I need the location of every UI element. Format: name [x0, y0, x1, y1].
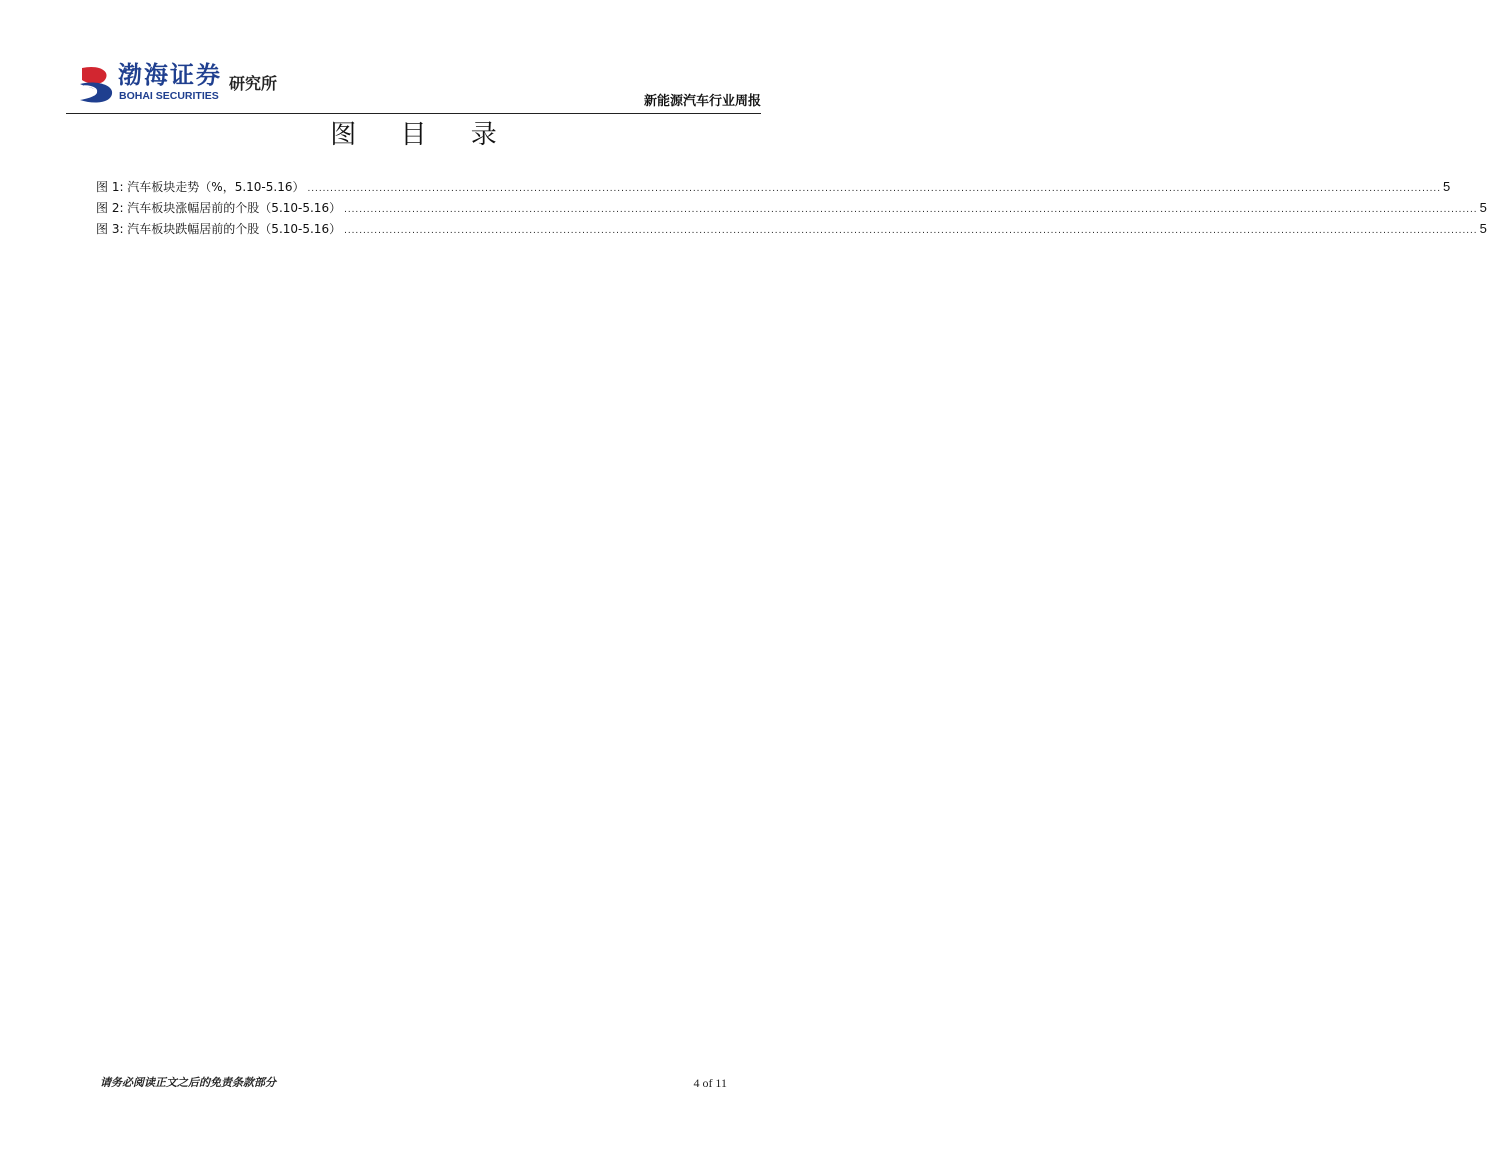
toc-entry-label: 图 3: 汽车板块跌幅居前的个股（5.10-5.16） [96, 222, 342, 236]
toc-entry-label: 图 2: 汽车板块涨幅居前的个股（5.10-5.16） [96, 201, 342, 215]
toc-entry-page: 5 [1479, 200, 1487, 215]
toc-title: 图 目 录 [330, 120, 515, 150]
toc-leader-dots: ............................................................................................................................................................................................................................................................................................................ [307, 183, 1441, 194]
toc-leader-dots: ............................................................................................................................................................................................................................................................................................................ [344, 225, 1478, 236]
report-type-title: 新能源汽车行业周报 [643, 94, 761, 109]
toc-entry[interactable] [96, 178, 1451, 199]
logo-english-name: BOHAI SECURITIES [119, 90, 219, 102]
logo-chinese-name: 渤海证券 [118, 60, 222, 89]
toc-leader-dots: ............................................................................................................................................................................................................................................................................................................ [344, 204, 1478, 215]
toc-entry-label: 图 1: 汽车板块走势（%，5.10-5.16） [96, 180, 305, 194]
toc-entry-page: 5 [1479, 221, 1487, 236]
toc-entry[interactable] [96, 220, 1487, 241]
footer-disclaimer: 请务必阅读正文之后的免责条款部分 [100, 1076, 276, 1089]
logo-institute-label: 研究所 [229, 74, 278, 93]
header-divider [66, 113, 761, 114]
footer-page-number: 4 of 11 [693, 1076, 727, 1090]
page-header [0, 0, 827, 116]
toc-list [96, 178, 1487, 241]
bohai-logo-icon [78, 64, 116, 104]
toc-entry[interactable] [96, 199, 1487, 220]
toc-entry-page: 5 [1442, 179, 1451, 194]
